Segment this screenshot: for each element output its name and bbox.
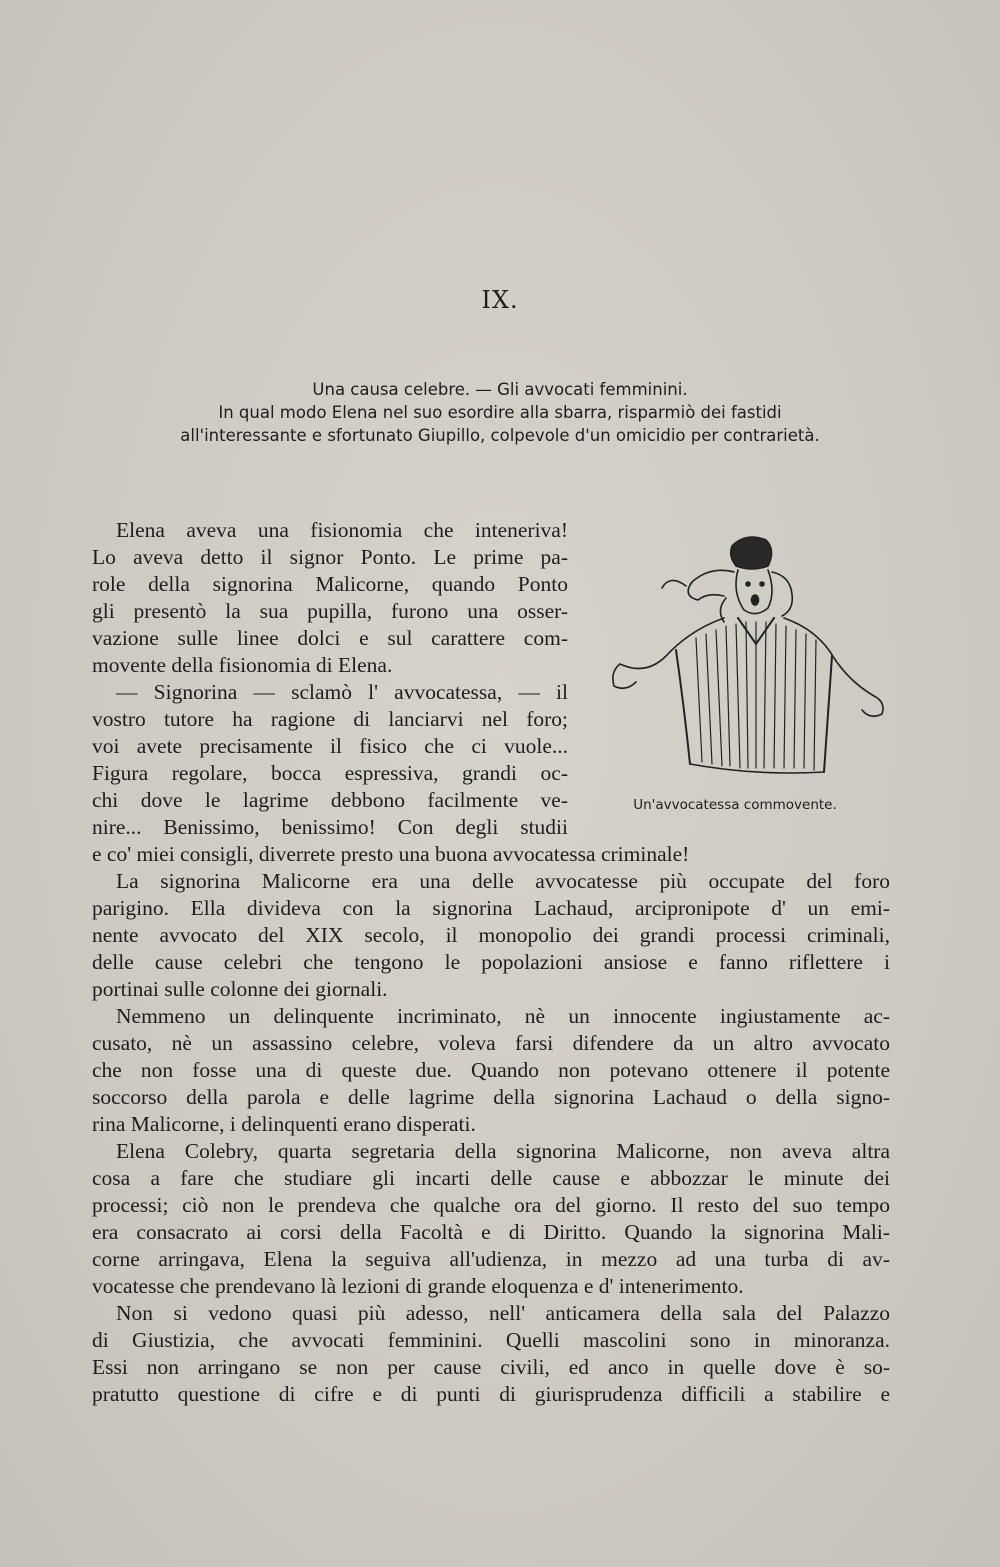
text-line: Nemmeno un delinquente incriminato, nè un innocente ingiustamente ac- <box>116 1004 890 1028</box>
text-line: Figura regolare, bocca espressiva, grandi oc- <box>92 761 568 785</box>
text-line: Lo aveva detto il signor Ponto. Le prime pa- <box>92 545 568 569</box>
text-line: cusato, nè un assassino celebre, voleva farsi difendere da un altro avvocato <box>92 1031 890 1055</box>
text-line: vocatesse che prendevano là lezioni di grande eloquenza e d' intenerimento. <box>92 1274 744 1298</box>
text-line: chi dove le lagrime debbono facilmente ve- <box>92 788 568 812</box>
text-line: Essi non arringano se non per cause civili, ed anco in quelle dove è so- <box>92 1355 890 1379</box>
text-line: soccorso della parola e delle lagrime della signorina Lachaud o della signo- <box>92 1085 890 1109</box>
text-line: movente della fisionomia di Elena. <box>92 653 393 677</box>
text-line: La signorina Malicorne era una delle avvocatesse più occupate del foro <box>116 869 890 893</box>
summary-line: all'interessante e sfortunato Giupillo, colpevole d'un omicidio per contrarietà. <box>180 426 820 445</box>
text-line: portinai sulle colonne dei giornali. <box>92 977 388 1001</box>
body-text <box>92 517 890 1408</box>
text-line: e co' miei consigli, diverrete presto una buona avvocatessa criminale! <box>92 842 690 866</box>
text-line: role della signorina Malicorne, quando Ponto <box>92 572 568 596</box>
text-line: di Giustizia, che avvocati femminini. Quelli mascolini sono in minoranza. <box>92 1328 890 1352</box>
text-line: parigino. Ella divideva con la signorina Lachaud, arcipronipote d' un emi- <box>92 896 890 920</box>
text-line: processi; ciò non le prendeva che qualche ora del giorno. Il resto del suo tempo <box>92 1193 890 1217</box>
text-line: Non si vedono quasi più adesso, nell' anticamera della sala del Palazzo <box>116 1301 890 1325</box>
text-line: corne arringava, Elena la seguiva all'udienza, in mezzo ad una turba di av- <box>92 1247 890 1271</box>
text-line: Elena Colebry, quarta segretaria della signorina Malicorne, non aveva altra <box>116 1139 890 1163</box>
chapter-number: IX. <box>481 286 519 314</box>
chapter-summary <box>80 378 920 447</box>
summary-line: Una causa celebre. — Gli avvocati femminini. <box>312 380 688 399</box>
text-line: delle cause celebri che tengono le popolazioni ansiose e fanno riflettere i <box>92 950 890 974</box>
text-line: gli presentò la sua pupilla, furono una osser- <box>92 599 568 623</box>
text-line: voi avete precisamente il fisico che ci vuole... <box>92 734 568 758</box>
text-line: rina Malicorne, i delinquenti erano disperati. <box>92 1112 476 1136</box>
text-line: vazione sulle linee dolci e sul carattere com- <box>92 626 568 650</box>
text-line: cosa a fare che studiare gli incarti delle cause e abbozzar le minute dei <box>92 1166 890 1190</box>
text-line: che non fosse una di queste due. Quando non potevano ottenere il potente <box>92 1058 890 1082</box>
text-line: vostro tutore ha ragione di lanciarvi nel foro; <box>92 707 568 731</box>
text-line: pratutto questione di cifre e di punti di giurisprudenza difficili a stabilire e <box>92 1382 890 1406</box>
text-line: — Signorina — sclamò l' avvocatessa, — il <box>116 680 568 704</box>
summary-line: In qual modo Elena nel suo esordire alla sbarra, risparmiò dei fastidi <box>218 403 782 422</box>
text-line: nire... Benissimo, benissimo! Con degli studii <box>92 815 568 839</box>
text-line: nente avvocato del XIX secolo, il monopolio dei grandi processi criminali, <box>92 923 890 947</box>
text-line: era consacrato ai corsi della Facoltà e di Diritto. Quando la signorina Mali- <box>92 1220 890 1244</box>
figure-caption: Un'avvocatessa commovente. <box>633 797 837 813</box>
text-line: Elena aveva una fisionomia che inteneriva! <box>116 518 568 542</box>
